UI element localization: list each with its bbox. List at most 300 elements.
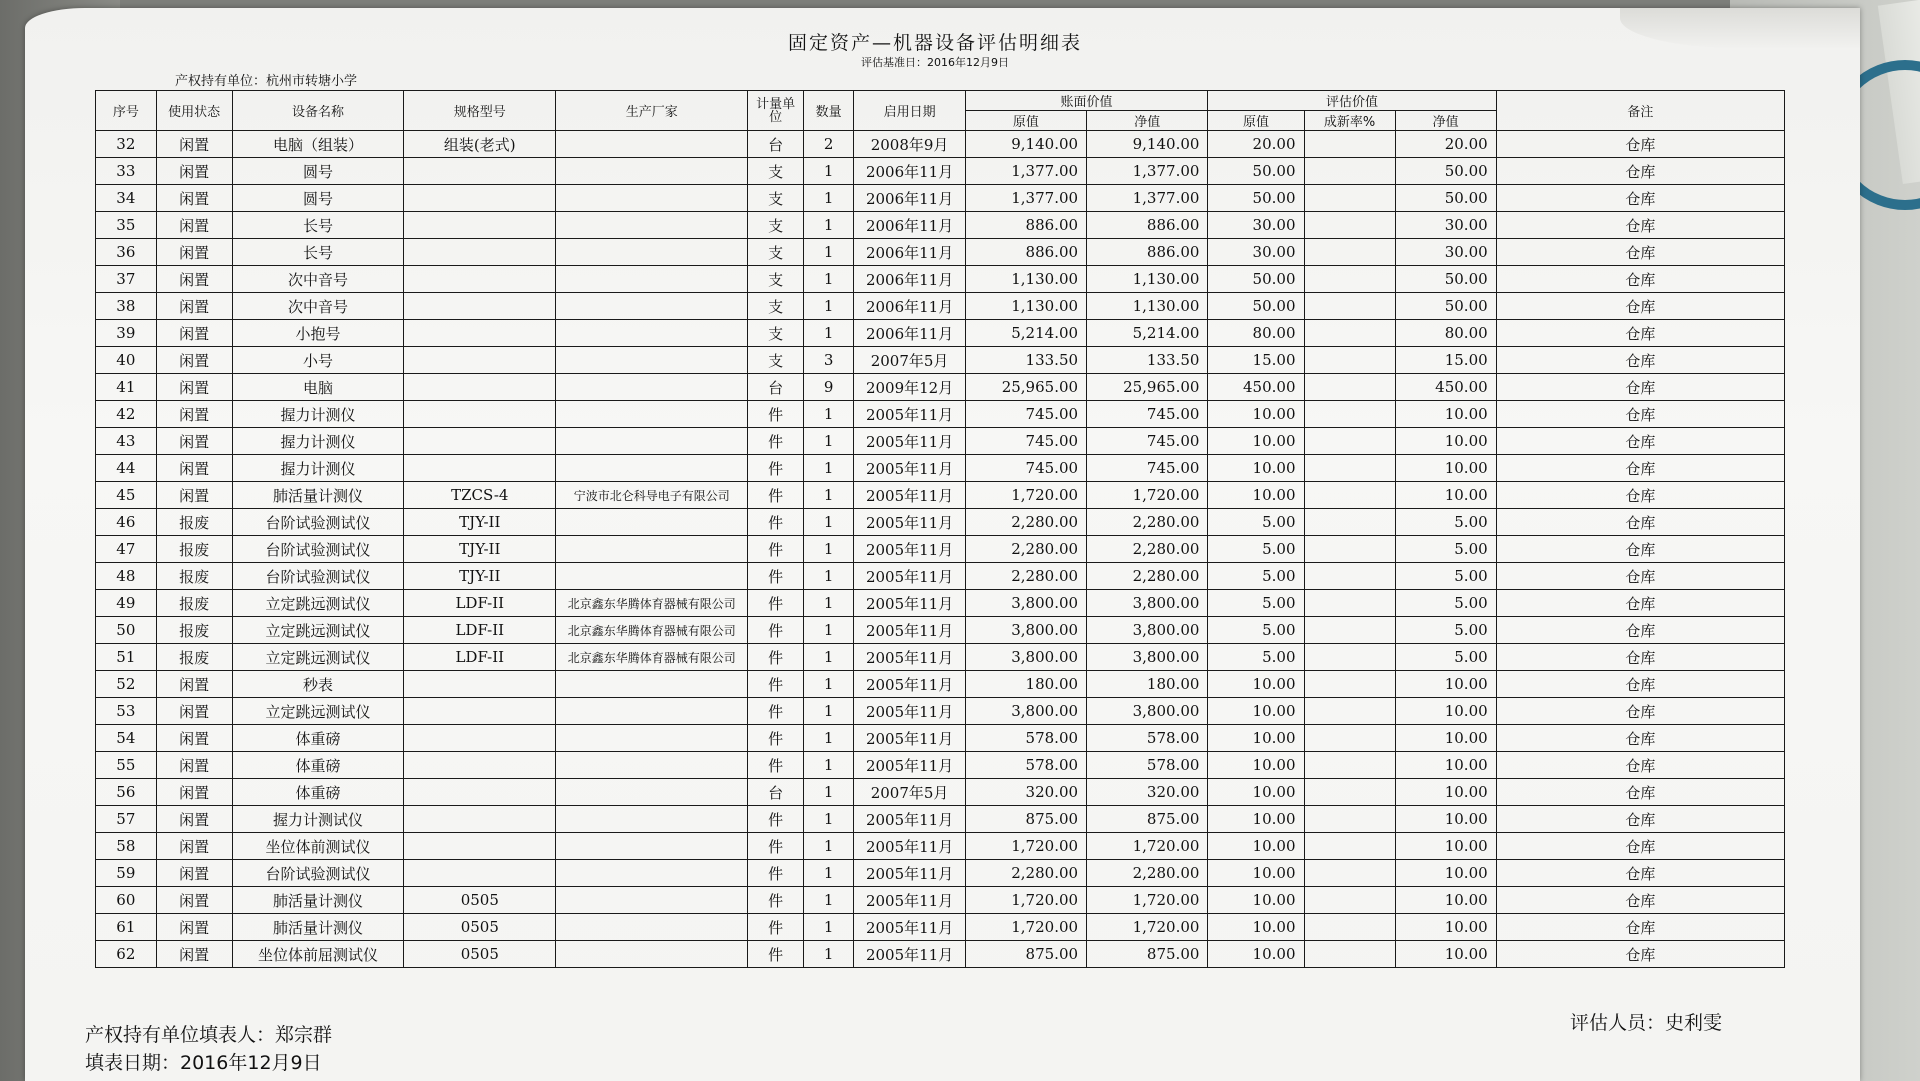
cell-eval-original: 10.00 [1208,941,1304,968]
cell-start-date: 2005年11月 [854,401,965,428]
cell-seq: 61 [96,914,157,941]
cell-status: 报废 [156,536,232,563]
cell-uom: 支 [748,293,804,320]
cell-eval-net: 30.00 [1395,212,1496,239]
cell-status: 闲置 [156,779,232,806]
cell-eval-rate [1304,779,1395,806]
cell-start-date: 2007年5月 [854,347,965,374]
equipment-table [95,90,1785,968]
cell-name: 次中音号 [232,266,404,293]
cell-book-original: 1,130.00 [965,293,1086,320]
cell-status: 闲置 [156,293,232,320]
cell-manufacturer [556,293,748,320]
cell-name: 电脑（组装） [232,131,404,158]
cell-book-net: 320.00 [1087,779,1208,806]
cell-remark: 仓库 [1496,428,1784,455]
cell-model [404,833,556,860]
table-row [96,212,1785,239]
cell-qty: 1 [803,914,854,941]
cell-uom: 台 [748,131,804,158]
cell-eval-net: 10.00 [1395,401,1496,428]
cell-book-net: 25,965.00 [1087,374,1208,401]
cell-start-date: 2005年11月 [854,941,965,968]
cell-seq: 62 [96,941,157,968]
cell-book-original: 1,377.00 [965,185,1086,212]
cell-name: 握力计测仪 [232,401,404,428]
cell-name: 肺活量计测仪 [232,887,404,914]
cell-uom: 件 [748,806,804,833]
cell-eval-net: 5.00 [1395,536,1496,563]
cell-book-original: 578.00 [965,752,1086,779]
cell-start-date: 2006年11月 [854,239,965,266]
cell-eval-original: 5.00 [1208,563,1304,590]
cell-name: 体重磅 [232,752,404,779]
header-manufacturer: 生产厂家 [556,91,748,131]
cell-model [404,347,556,374]
cell-model [404,455,556,482]
table-row [96,266,1785,293]
cell-remark: 仓库 [1496,509,1784,536]
cell-remark: 仓库 [1496,131,1784,158]
cell-name: 圆号 [232,158,404,185]
cell-eval-net: 15.00 [1395,347,1496,374]
cell-uom: 件 [748,671,804,698]
table-row [96,455,1785,482]
cell-seq: 39 [96,320,157,347]
cell-remark: 仓库 [1496,941,1784,968]
cell-eval-original: 10.00 [1208,455,1304,482]
cell-start-date: 2008年9月 [854,131,965,158]
cell-eval-rate [1304,698,1395,725]
cell-start-date: 2005年11月 [854,833,965,860]
cell-eval-original: 5.00 [1208,509,1304,536]
cell-start-date: 2005年11月 [854,725,965,752]
header-qty: 数量 [803,91,854,131]
cell-model [404,320,556,347]
cell-remark: 仓库 [1496,158,1784,185]
cell-start-date: 2005年11月 [854,887,965,914]
cell-qty: 1 [803,536,854,563]
cell-start-date: 2005年11月 [854,644,965,671]
cell-start-date: 2005年11月 [854,509,965,536]
cell-manufacturer [556,779,748,806]
evaluation-base-date: 评估基准日：2016年12月9日 [861,56,1009,69]
cell-book-net: 886.00 [1087,239,1208,266]
cell-model: 0505 [404,914,556,941]
cell-seq: 59 [96,860,157,887]
cell-model: LDF-II [404,617,556,644]
cell-eval-original: 5.00 [1208,617,1304,644]
cell-uom: 支 [748,266,804,293]
cell-qty: 1 [803,293,854,320]
cell-eval-original: 50.00 [1208,293,1304,320]
table-row [96,428,1785,455]
cell-eval-original: 10.00 [1208,860,1304,887]
cell-eval-rate [1304,266,1395,293]
cell-eval-original: 5.00 [1208,590,1304,617]
cell-start-date: 2005年11月 [854,806,965,833]
cell-manufacturer [556,752,748,779]
cell-name: 次中音号 [232,293,404,320]
table-row [96,185,1785,212]
cell-eval-original: 20.00 [1208,131,1304,158]
cell-model [404,806,556,833]
cell-seq: 49 [96,590,157,617]
cell-book-net: 745.00 [1087,428,1208,455]
cell-qty: 1 [803,833,854,860]
cell-eval-original: 10.00 [1208,482,1304,509]
cell-status: 闲置 [156,374,232,401]
cell-model: TZCS-4 [404,482,556,509]
header-uom: 计量单位 [748,91,804,131]
cell-start-date: 2005年11月 [854,455,965,482]
cell-seq: 55 [96,752,157,779]
cell-status: 闲置 [156,131,232,158]
cell-book-net: 3,800.00 [1087,698,1208,725]
cell-status: 闲置 [156,158,232,185]
cell-qty: 1 [803,320,854,347]
cell-qty: 1 [803,428,854,455]
cell-qty: 1 [803,563,854,590]
cell-book-original: 1,720.00 [965,887,1086,914]
cell-qty: 1 [803,455,854,482]
cell-book-net: 133.50 [1087,347,1208,374]
cell-eval-original: 50.00 [1208,185,1304,212]
cell-model [404,293,556,320]
header-book-original: 原值 [965,111,1086,131]
header-eval-original: 原值 [1208,111,1304,131]
cell-book-net: 3,800.00 [1087,644,1208,671]
cell-start-date: 2005年11月 [854,563,965,590]
cell-uom: 件 [748,455,804,482]
cell-qty: 1 [803,698,854,725]
cell-manufacturer [556,914,748,941]
table-row [96,806,1785,833]
cell-eval-rate [1304,860,1395,887]
cell-book-original: 745.00 [965,401,1086,428]
cell-eval-net: 50.00 [1395,158,1496,185]
cell-uom: 件 [748,698,804,725]
fill-date-label: 填表日期：2016年12月9日 [85,1052,322,1074]
cell-uom: 件 [748,482,804,509]
cell-start-date: 2006年11月 [854,266,965,293]
cell-book-net: 1,130.00 [1087,266,1208,293]
table-row [96,887,1785,914]
cell-qty: 1 [803,266,854,293]
cell-eval-rate [1304,941,1395,968]
cell-manufacturer [556,131,748,158]
table-row [96,482,1785,509]
cell-seq: 60 [96,887,157,914]
header-remark: 备注 [1496,91,1784,131]
cell-book-original: 745.00 [965,455,1086,482]
cell-remark: 仓库 [1496,347,1784,374]
cell-model: 0505 [404,887,556,914]
cell-seq: 36 [96,239,157,266]
cell-seq: 50 [96,617,157,644]
cell-remark: 仓库 [1496,374,1784,401]
table-row [96,914,1785,941]
cell-eval-net: 10.00 [1395,806,1496,833]
cell-eval-net: 10.00 [1395,752,1496,779]
cell-eval-net: 10.00 [1395,779,1496,806]
cell-uom: 支 [748,212,804,239]
header-seq: 序号 [96,91,157,131]
cell-status: 报废 [156,644,232,671]
cell-book-net: 9,140.00 [1087,131,1208,158]
cell-seq: 43 [96,428,157,455]
cell-remark: 仓库 [1496,914,1784,941]
table-row [96,293,1785,320]
cell-remark: 仓库 [1496,806,1784,833]
cell-remark: 仓库 [1496,482,1784,509]
cell-qty: 1 [803,806,854,833]
cell-book-original: 25,965.00 [965,374,1086,401]
cell-remark: 仓库 [1496,887,1784,914]
cell-book-net: 1,377.00 [1087,185,1208,212]
cell-name: 坐位体前测试仪 [232,833,404,860]
cell-eval-rate [1304,131,1395,158]
header-status: 使用状态 [156,91,232,131]
cell-uom: 支 [748,158,804,185]
cell-uom: 件 [748,833,804,860]
cell-status: 报废 [156,590,232,617]
cell-uom: 件 [748,536,804,563]
cell-model: 0505 [404,941,556,968]
cell-uom: 件 [748,752,804,779]
cell-seq: 47 [96,536,157,563]
cell-eval-rate [1304,833,1395,860]
cell-model: TJY-II [404,536,556,563]
cell-book-net: 3,800.00 [1087,617,1208,644]
owner-unit-label: 产权持有单位：杭州市转塘小学 [175,74,358,89]
header-book-net: 净值 [1087,111,1208,131]
cell-eval-net: 10.00 [1395,887,1496,914]
cell-model [404,860,556,887]
cell-model: TJY-II [404,509,556,536]
cell-remark: 仓库 [1496,212,1784,239]
cell-uom: 件 [748,941,804,968]
cell-name: 立定跳远测试仪 [232,644,404,671]
cell-start-date: 2006年11月 [854,320,965,347]
cell-seq: 52 [96,671,157,698]
cell-model [404,752,556,779]
cell-status: 闲置 [156,185,232,212]
table-row [96,617,1785,644]
cell-book-net: 578.00 [1087,725,1208,752]
cell-book-original: 578.00 [965,725,1086,752]
cell-manufacturer [556,401,748,428]
cell-book-net: 875.00 [1087,941,1208,968]
cell-start-date: 2005年11月 [854,590,965,617]
cell-qty: 1 [803,212,854,239]
cell-book-original: 2,280.00 [965,860,1086,887]
cell-eval-original: 10.00 [1208,725,1304,752]
cell-uom: 件 [748,887,804,914]
cell-name: 立定跳远测试仪 [232,617,404,644]
cell-book-original: 2,280.00 [965,536,1086,563]
cell-seq: 51 [96,644,157,671]
cell-remark: 仓库 [1496,239,1784,266]
cell-name: 立定跳远测试仪 [232,698,404,725]
cell-model: LDF-II [404,644,556,671]
cell-status: 闲置 [156,347,232,374]
table-row [96,536,1785,563]
cell-status: 闲置 [156,212,232,239]
cell-eval-net: 5.00 [1395,617,1496,644]
cell-start-date: 2005年11月 [854,671,965,698]
cell-remark: 仓库 [1496,455,1784,482]
evaluator-label: 评估人员：史利雯 [1570,1012,1723,1034]
cell-eval-rate [1304,536,1395,563]
cell-start-date: 2005年11月 [854,617,965,644]
cell-remark: 仓库 [1496,185,1784,212]
cell-book-original: 875.00 [965,806,1086,833]
cell-book-original: 745.00 [965,428,1086,455]
cell-start-date: 2005年11月 [854,698,965,725]
header-model: 规格型号 [404,91,556,131]
cell-book-net: 3,800.00 [1087,590,1208,617]
cell-seq: 58 [96,833,157,860]
cell-eval-net: 10.00 [1395,833,1496,860]
cell-model [404,239,556,266]
cell-eval-original: 10.00 [1208,401,1304,428]
cell-seq: 45 [96,482,157,509]
cell-eval-net: 50.00 [1395,266,1496,293]
cell-remark: 仓库 [1496,860,1784,887]
cell-uom: 件 [748,860,804,887]
cell-status: 闲置 [156,806,232,833]
cell-book-original: 5,214.00 [965,320,1086,347]
cell-manufacturer [556,887,748,914]
cell-eval-rate [1304,320,1395,347]
cell-eval-rate [1304,293,1395,320]
cell-seq: 42 [96,401,157,428]
cell-remark: 仓库 [1496,617,1784,644]
cell-book-net: 1,720.00 [1087,887,1208,914]
cell-model: 组装(老式) [404,131,556,158]
cell-eval-rate [1304,914,1395,941]
cell-name: 肺活量计测仪 [232,914,404,941]
cell-status: 闲置 [156,752,232,779]
cell-qty: 1 [803,185,854,212]
cell-eval-net: 5.00 [1395,590,1496,617]
cell-seq: 32 [96,131,157,158]
cell-remark: 仓库 [1496,644,1784,671]
cell-status: 闲置 [156,266,232,293]
table-row [96,752,1785,779]
cell-status: 闲置 [156,860,232,887]
cell-remark: 仓库 [1496,779,1784,806]
cell-uom: 件 [748,725,804,752]
cell-eval-net: 50.00 [1395,185,1496,212]
cell-uom: 件 [748,509,804,536]
cell-name: 握力计测仪 [232,428,404,455]
table-row [96,698,1785,725]
cell-seq: 54 [96,725,157,752]
cell-eval-net: 5.00 [1395,509,1496,536]
cell-model: TJY-II [404,563,556,590]
cell-book-original: 3,800.00 [965,698,1086,725]
cell-book-original: 3,800.00 [965,617,1086,644]
cell-eval-original: 10.00 [1208,914,1304,941]
cell-manufacturer [556,860,748,887]
cell-eval-original: 10.00 [1208,752,1304,779]
cell-eval-net: 10.00 [1395,725,1496,752]
cell-eval-rate [1304,455,1395,482]
table-row [96,131,1785,158]
cell-qty: 1 [803,158,854,185]
table-row [96,644,1785,671]
cell-eval-rate [1304,617,1395,644]
cell-eval-rate [1304,347,1395,374]
cell-qty: 1 [803,752,854,779]
cell-eval-rate [1304,158,1395,185]
table-row [96,671,1785,698]
cell-seq: 33 [96,158,157,185]
cell-eval-rate [1304,428,1395,455]
cell-remark: 仓库 [1496,590,1784,617]
header-book-value: 账面价值 [965,91,1208,111]
table-row [96,563,1785,590]
cell-qty: 1 [803,590,854,617]
cell-qty: 2 [803,131,854,158]
cell-book-original: 886.00 [965,239,1086,266]
cell-uom: 支 [748,347,804,374]
cell-model [404,158,556,185]
cell-book-net: 745.00 [1087,401,1208,428]
cell-start-date: 2007年5月 [854,779,965,806]
cell-book-net: 1,720.00 [1087,833,1208,860]
cell-status: 闲置 [156,887,232,914]
cell-name: 小号 [232,347,404,374]
cell-uom: 件 [748,644,804,671]
cell-book-net: 745.00 [1087,455,1208,482]
cell-eval-rate [1304,887,1395,914]
cell-eval-rate [1304,725,1395,752]
cell-start-date: 2005年11月 [854,428,965,455]
cell-seq: 57 [96,806,157,833]
cell-book-net: 1,377.00 [1087,158,1208,185]
cell-manufacturer [556,374,748,401]
cell-status: 闲置 [156,320,232,347]
cell-status: 闲置 [156,455,232,482]
cell-manufacturer [556,455,748,482]
cell-seq: 38 [96,293,157,320]
cell-start-date: 2006年11月 [854,293,965,320]
cell-eval-original: 15.00 [1208,347,1304,374]
cell-eval-rate [1304,482,1395,509]
cell-status: 闲置 [156,725,232,752]
cell-status: 闲置 [156,482,232,509]
cell-seq: 37 [96,266,157,293]
cell-remark: 仓库 [1496,671,1784,698]
cell-eval-net: 10.00 [1395,941,1496,968]
cell-manufacturer: 北京鑫东华腾体育器械有限公司 [556,644,748,671]
cell-uom: 台 [748,374,804,401]
cell-seq: 41 [96,374,157,401]
cell-book-original: 886.00 [965,212,1086,239]
cell-eval-net: 10.00 [1395,698,1496,725]
cell-eval-net: 10.00 [1395,482,1496,509]
cell-remark: 仓库 [1496,536,1784,563]
cell-eval-original: 10.00 [1208,779,1304,806]
cell-qty: 1 [803,239,854,266]
cell-eval-rate [1304,752,1395,779]
cell-status: 报废 [156,563,232,590]
cell-book-original: 2,280.00 [965,563,1086,590]
cell-eval-net: 50.00 [1395,293,1496,320]
